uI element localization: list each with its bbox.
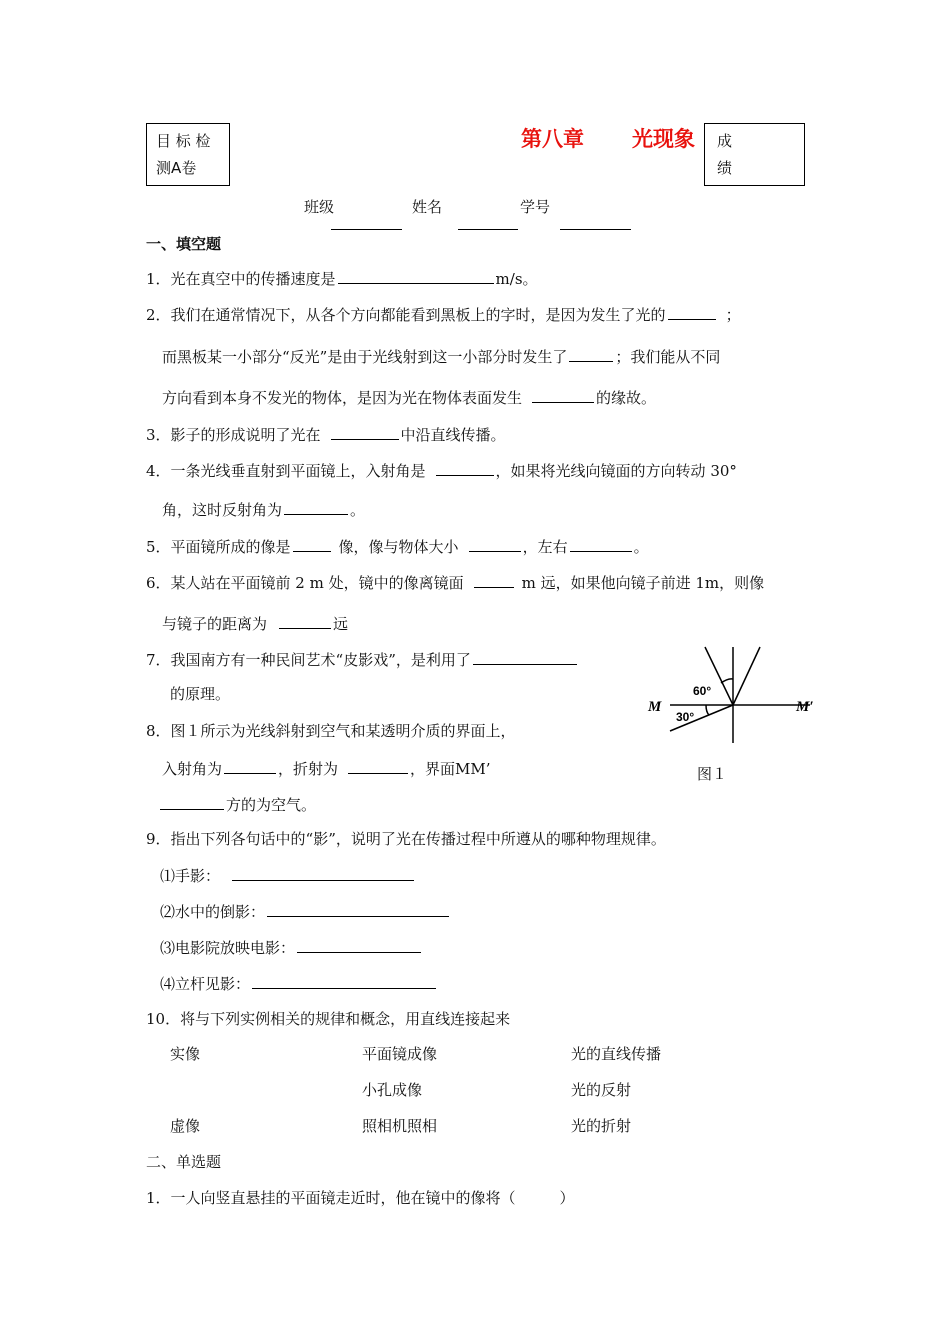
q9-item-4: [160, 973, 438, 994]
q10-col1-item-1[interactable]: 实像: [170, 1045, 201, 1063]
question-3: [146, 424, 506, 445]
question-6-line1: [146, 572, 764, 593]
q2-text-1: 2．我们在通常情况下，从各个方向都能看到黑板上的字时，是因为发生了光的: [146, 306, 666, 324]
q8-blank-1[interactable]: [224, 758, 276, 774]
q2-blank-1[interactable]: [668, 304, 716, 320]
q9-blank-1[interactable]: [232, 865, 414, 881]
q2-blank-3[interactable]: [532, 387, 594, 403]
question-10-stem: 10．将与下列实例相关的规律和概念，用直线连接起来: [146, 1010, 511, 1028]
q5-blank-3[interactable]: [570, 536, 632, 552]
question-8-line2: [162, 758, 491, 779]
q3-text-end: 中沿直线传播。: [400, 426, 506, 444]
q9-item-3: [160, 937, 423, 958]
class-label: 班级: [304, 198, 335, 216]
q2-text-2: 而黑板某一小部分“反光”是由于光线射到这一小部分时发生了: [162, 348, 568, 366]
q6-blank-1[interactable]: [474, 572, 514, 588]
question-4-line1: [146, 460, 737, 481]
q5-text-mid1: 像，像与物体大小: [338, 538, 459, 556]
score-label-line1: 成: [717, 132, 733, 150]
q3-blank[interactable]: [331, 424, 399, 440]
section2-question-1: [146, 1188, 575, 1208]
q8-text-2-end: ，界面MM’: [410, 760, 491, 778]
q1-blank[interactable]: [338, 268, 494, 284]
q6-text-1-end: m 远，如果他向镜子前进 1m，则像: [521, 574, 765, 592]
name-label: 姓名: [412, 198, 443, 216]
q8-text-1: 8．图１所示为光线斜射到空气和某透明介质的界面上，: [146, 722, 516, 740]
q1-unit: m/s。: [495, 270, 538, 288]
question-5: [146, 536, 649, 557]
score-label-line2: 绩: [717, 159, 733, 177]
q6-text-1: 6．某人站在平面镜前 2 m 处，镜中的像离镜面: [146, 574, 464, 592]
question-2-line2: [162, 346, 720, 367]
q6-text-2-end: 远: [333, 615, 349, 633]
q8-blank-2[interactable]: [348, 758, 408, 774]
figure-1-diagram: [640, 645, 830, 755]
q3-text: 3．影子的形成说明了光在: [146, 426, 321, 444]
q9-item-1-label: ⑴手影：: [160, 867, 221, 885]
q2-text-3: 方向看到本身不发光的物体，是因为光在物体表面发生: [162, 389, 523, 407]
q4-text-1-end: ，如果将光线向镜面的方向转动 30°: [495, 462, 737, 480]
target-test-label-line2: 测A卷: [156, 159, 197, 177]
q7-text-2: 的原理。: [170, 685, 231, 703]
q5-blank-1[interactable]: [293, 536, 331, 552]
question-7-line2: [170, 684, 230, 704]
q9-item-2: [160, 901, 451, 922]
q5-text: 5．平面镜所成的像是: [146, 538, 291, 556]
q2-text-2-end: ；我们能从不同: [615, 348, 721, 366]
q9-blank-4[interactable]: [252, 973, 436, 989]
q9-item-3-label: ⑶电影院放映电影：: [160, 939, 296, 957]
q5-blank-2[interactable]: [469, 536, 521, 552]
q9-blank-2[interactable]: [267, 901, 449, 917]
q2-text-3-end: 的缘故。: [596, 389, 657, 407]
q1-text: 1．光在真空中的传播速度是: [146, 270, 336, 288]
s2-q1-text: 1．一人向竖直悬挂的平面镜走近时，他在镜中的像将（: [146, 1189, 516, 1207]
q10-col2-item-1[interactable]: 平面镜成像: [362, 1045, 438, 1063]
q9-item-2-label: ⑵水中的倒影：: [160, 903, 266, 921]
q5-text-mid2: ，左右: [522, 538, 568, 556]
target-test-label-line1: 目 标 检: [156, 132, 211, 150]
q4-blank-2[interactable]: [284, 499, 348, 515]
label-m-prime: M′: [796, 699, 814, 715]
q10-col2-item-3[interactable]: 照相机照相: [362, 1117, 438, 1135]
q8-blank-3[interactable]: [160, 794, 224, 810]
question-8-line3: [160, 794, 316, 815]
target-test-box: [146, 123, 230, 186]
q4-text-1: 4．一条光线垂直射到平面镜上，入射角是: [146, 462, 426, 480]
question-6-line2: [162, 613, 348, 634]
q10-col1-item-3[interactable]: 虚像: [170, 1117, 201, 1135]
section-fill-in-heading: 一、填空题: [146, 235, 222, 253]
reflected-ray: [733, 647, 760, 705]
score-box: [704, 123, 805, 186]
q8-text-2: 入射角为: [162, 760, 223, 778]
question-1: [146, 268, 538, 289]
student-id-label: 学号: [520, 198, 551, 216]
label-angle-60: 60°: [693, 684, 712, 698]
q9-item-4-label: ⑷立杆见影：: [160, 975, 251, 993]
angle-arc-60: [721, 679, 733, 683]
question-2-line3: [162, 387, 656, 408]
figure-1-caption: 图１: [697, 765, 728, 783]
question-9-stem: 9．指出下列各句话中的“影”，说明了光在传播过程中所遵从的哪种物理规律。: [146, 830, 666, 848]
s2-q1-text-end: ）: [559, 1189, 575, 1207]
q9-item-1: [160, 865, 416, 886]
q5-text-end: 。: [633, 538, 649, 556]
class-blank[interactable]: [331, 229, 402, 230]
q10-col3-item-1[interactable]: 光的直线传播: [571, 1045, 662, 1063]
name-blank[interactable]: [458, 229, 518, 230]
question-8-line1: [146, 721, 516, 741]
q4-text-2-end: 。: [350, 501, 366, 519]
q10-col3-item-3[interactable]: 光的折射: [571, 1117, 632, 1135]
q6-blank-2[interactable]: [279, 613, 331, 629]
question-7-line1: [146, 649, 579, 670]
q9-blank-3[interactable]: [297, 937, 421, 953]
q8-text-2-mid: ，折射为: [278, 760, 339, 778]
label-m: M: [648, 699, 662, 715]
q8-text-3-end: 方的为空气。: [226, 796, 317, 814]
q10-col2-item-2[interactable]: 小孔成像: [362, 1081, 423, 1099]
q2-text-1-end: ；: [725, 306, 741, 324]
q4-text-2: 角，这时反射角为: [162, 501, 283, 519]
question-2-line1: [146, 304, 741, 325]
q10-col3-item-2[interactable]: 光的反射: [571, 1081, 632, 1099]
student-id-blank[interactable]: [560, 229, 631, 230]
q2-blank-2[interactable]: [569, 346, 613, 362]
q7-blank[interactable]: [473, 649, 577, 665]
angle-arc-30: [706, 705, 709, 715]
section-single-choice-heading: 二、单选题: [146, 1153, 222, 1171]
q7-text-1: 7．我国南方有一种民间艺术“皮影戏”，是利用了: [146, 651, 471, 669]
chapter-number: 第八章: [521, 127, 584, 151]
chapter-title: 光现象: [632, 127, 695, 151]
q4-blank-1[interactable]: [436, 460, 494, 476]
question-4-line2: [162, 499, 365, 520]
q6-text-2: 与镜子的距离为: [162, 615, 268, 633]
label-angle-30: 30°: [676, 710, 695, 724]
